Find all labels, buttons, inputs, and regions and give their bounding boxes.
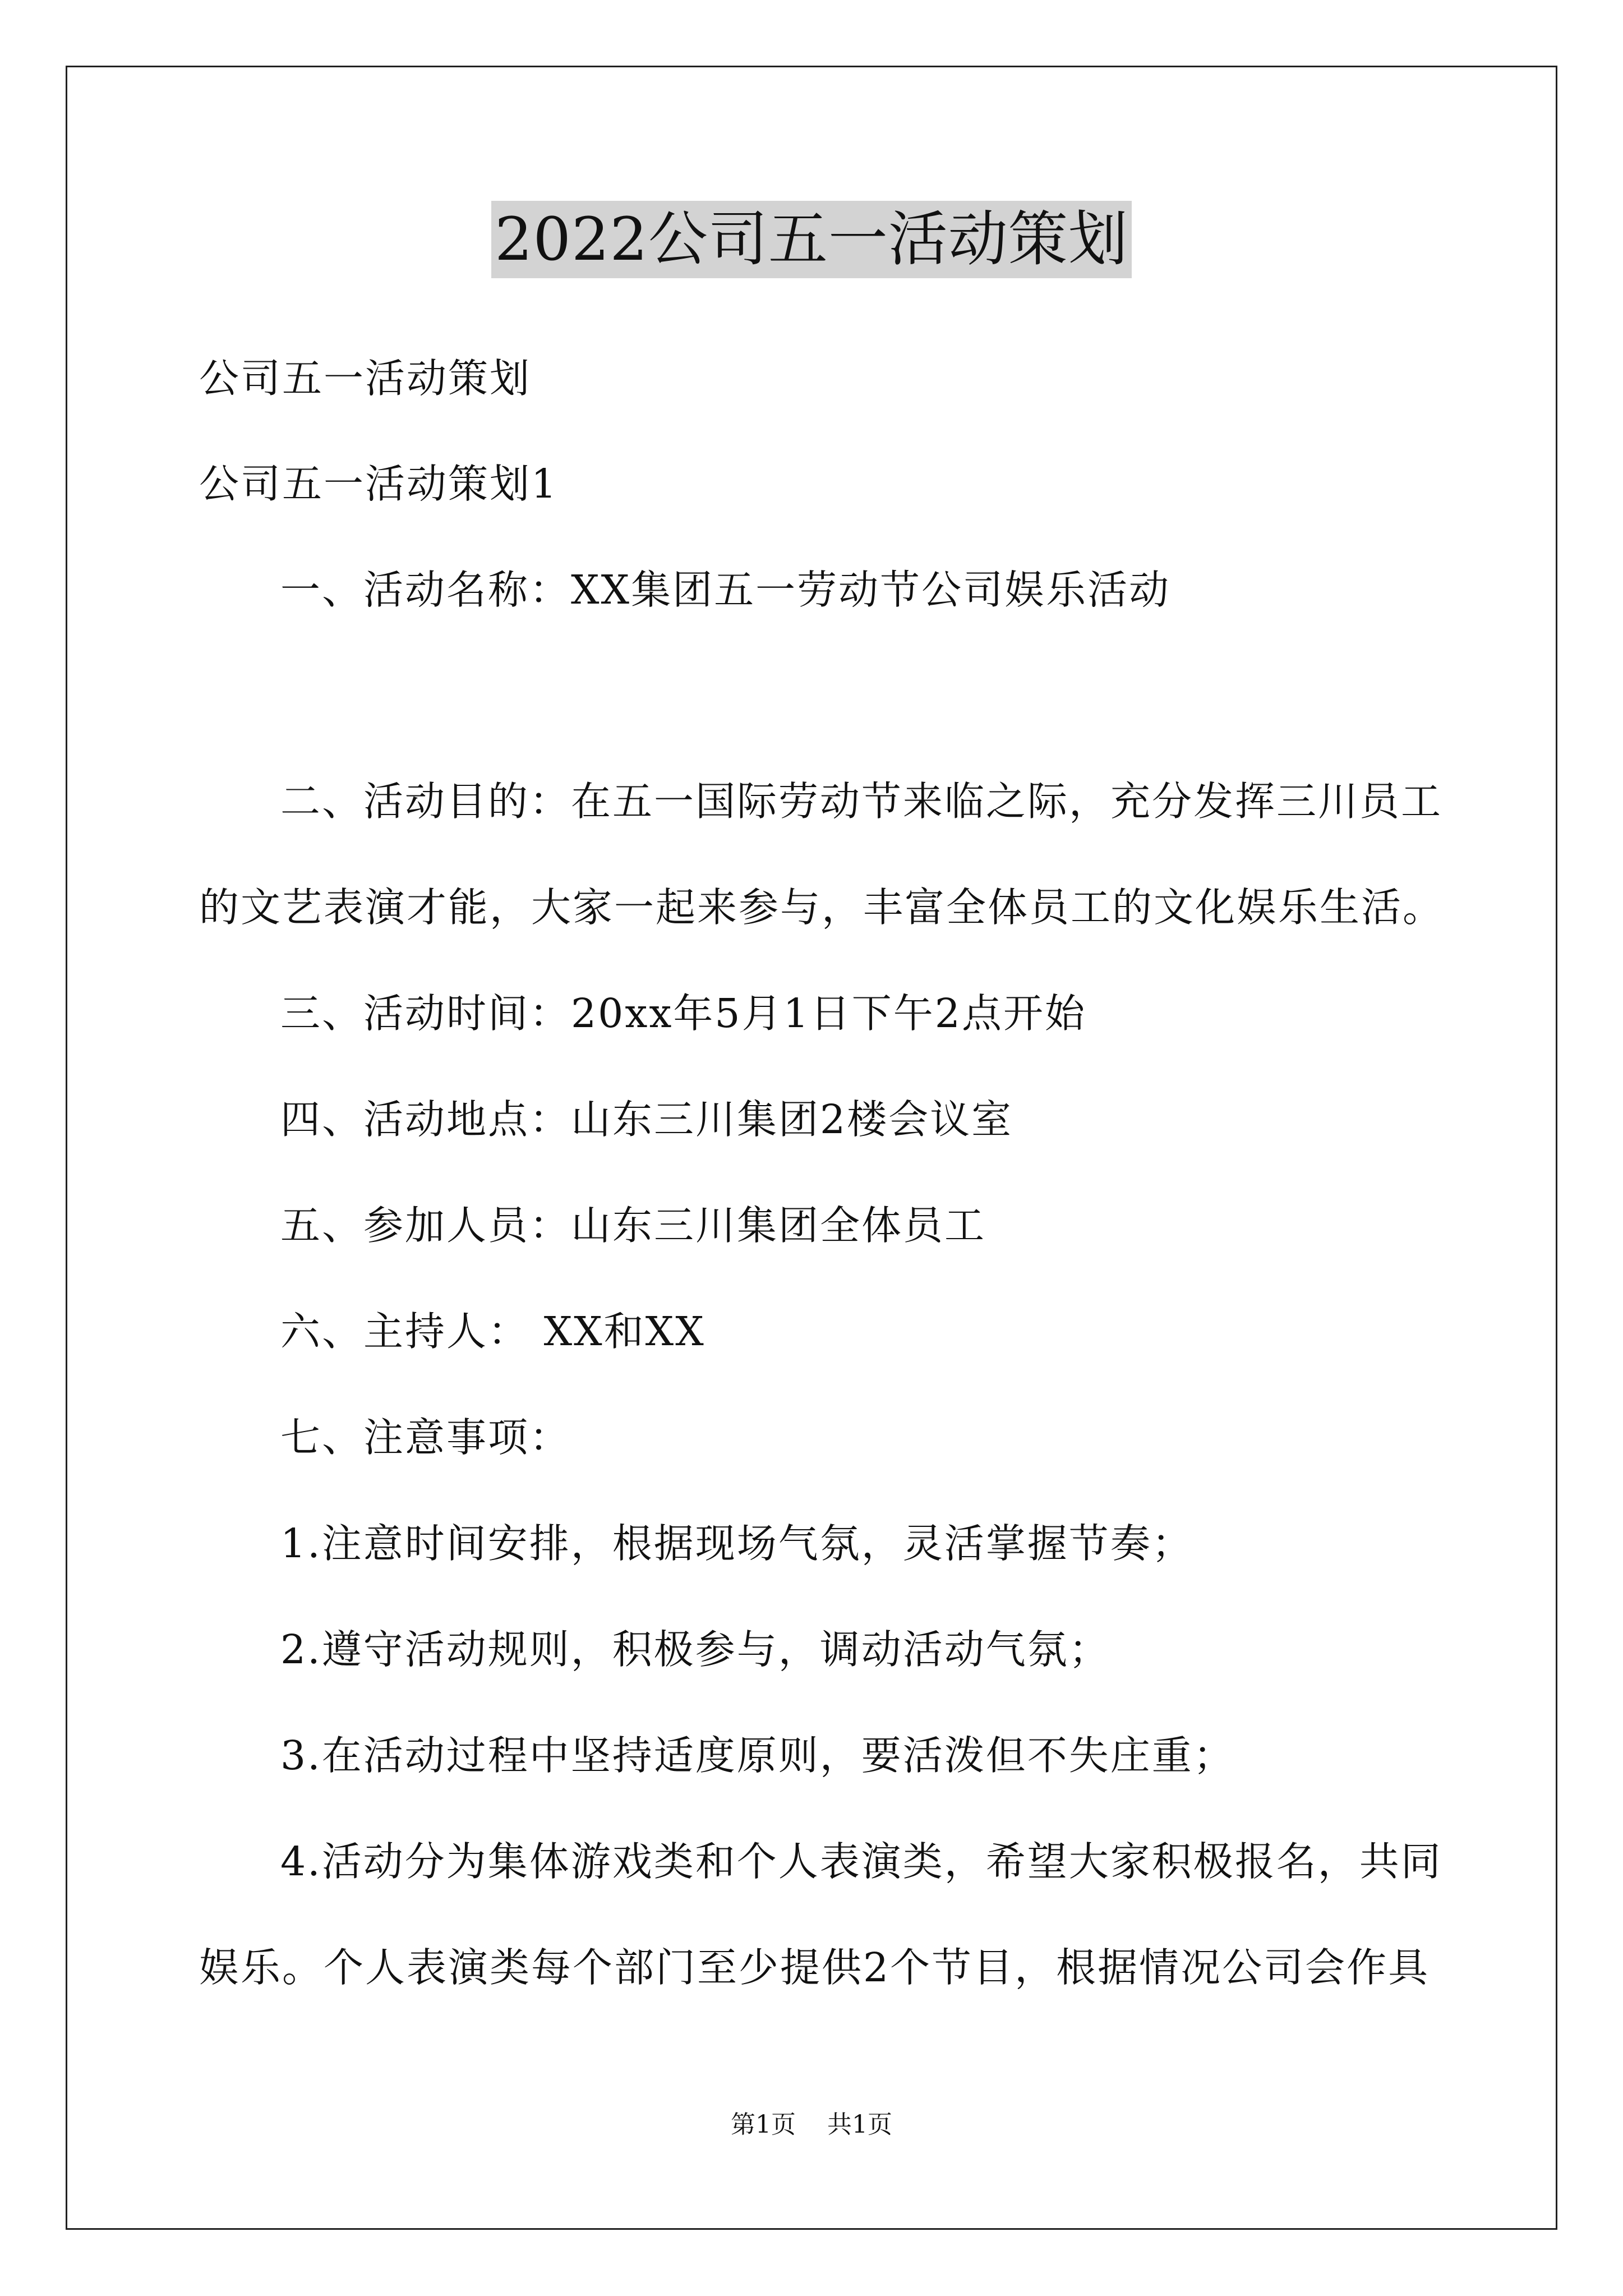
paragraph-line: 1.注意时间安排，根据现场气氛，灵活掌握节奏；	[280, 1520, 1193, 1567]
page-footer	[0, 2109, 1623, 2141]
paragraph-line: 2.遵守活动规则，积极参与，调动活动气氛；	[280, 1626, 1110, 1673]
document-title: 2022公司五一活动策划	[491, 201, 1132, 278]
paragraph-line: 一、活动名称：XX集团五一劳动节公司娱乐活动	[280, 567, 1171, 613]
page-number: 第1页	[731, 2110, 796, 2139]
paragraph-line: 三、活动时间：20xx年5月1日下午2点开始	[280, 990, 1086, 1037]
paragraph-line: 4.活动分为集体游戏类和个人表演类，希望大家积极报名，共同	[280, 1838, 1442, 1885]
title-container	[0, 201, 1623, 278]
page-total: 共1页	[827, 2110, 892, 2139]
paragraph-line: 的文艺表演才能，大家一起来参与，丰富全体员工的文化娱乐生活。	[199, 884, 1445, 931]
paragraph-line: 3.在活动过程中坚持适度原则，要活泼但不失庄重；	[280, 1732, 1235, 1779]
paragraph-line: 六、主持人： XX和XX	[280, 1308, 706, 1355]
paragraph-line: 七、注意事项：	[280, 1414, 571, 1461]
paragraph-line: 娱乐。个人表演类每个部门至少提供2个节目，根据情况公司会作具	[199, 1944, 1430, 1991]
paragraph-line: 二、活动目的：在五一国际劳动节来临之际，充分发挥三川员工	[280, 778, 1443, 825]
paragraph-line: 公司五一活动策划	[199, 355, 532, 402]
paragraph-line: 四、活动地点：山东三川集团2楼会议室	[280, 1096, 1013, 1143]
paragraph-line: 五、参加人员：山东三川集团全体员工	[280, 1202, 986, 1249]
paragraph-line: 公司五一活动策划1	[199, 461, 559, 507]
